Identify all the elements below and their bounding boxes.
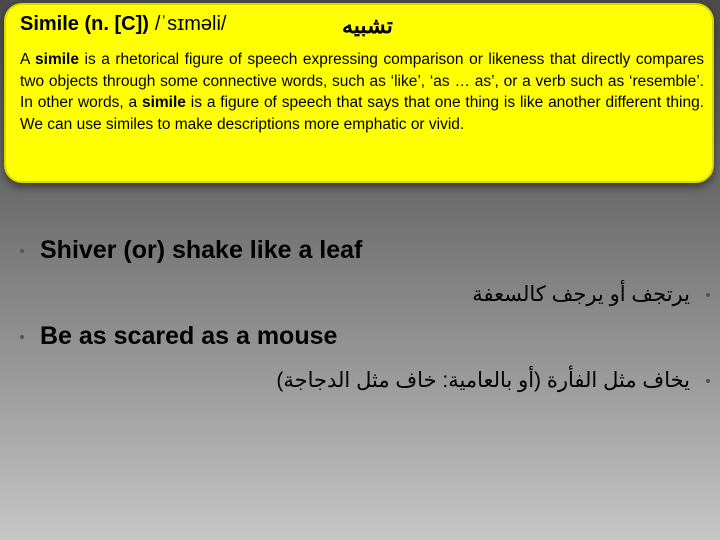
definition-card [4, 3, 714, 183]
example-arabic-2: يخاف مثل الفأرة (أو بالعامية: خاف مثل الدجاجة) [276, 368, 710, 393]
term-word: Simile (n. [C]) [20, 13, 149, 35]
example-english-1: Shiver (or) shake like a leaf [20, 236, 362, 265]
pronunciation: /ˈsɪməli/ [154, 13, 227, 35]
bullet-icon [706, 293, 710, 297]
arabic-translation: تشبيه [342, 13, 393, 38]
example-english-2: Be as scared as a mouse [20, 322, 337, 351]
title-row [20, 13, 710, 43]
bullet-icon [20, 249, 24, 253]
bullet-icon [706, 379, 710, 383]
definition-text: A simile is a rhetorical figure of speech expressing comparison or likeness that directly compares two objects through some connective words, such as ‘like’, ‘as … as’, or a verb such as ‘resemble’. In other words, a simile is a figure of speech that says that one thing is like another different thing. We can use similes to make descriptions more emphatic or vivid. [20, 51, 704, 133]
example-arabic-1: يرتجف أو يرجف كالسعفة [472, 282, 710, 307]
bullet-icon [20, 335, 24, 339]
bold-term: simile [35, 51, 79, 68]
bold-term: simile [141, 94, 186, 111]
